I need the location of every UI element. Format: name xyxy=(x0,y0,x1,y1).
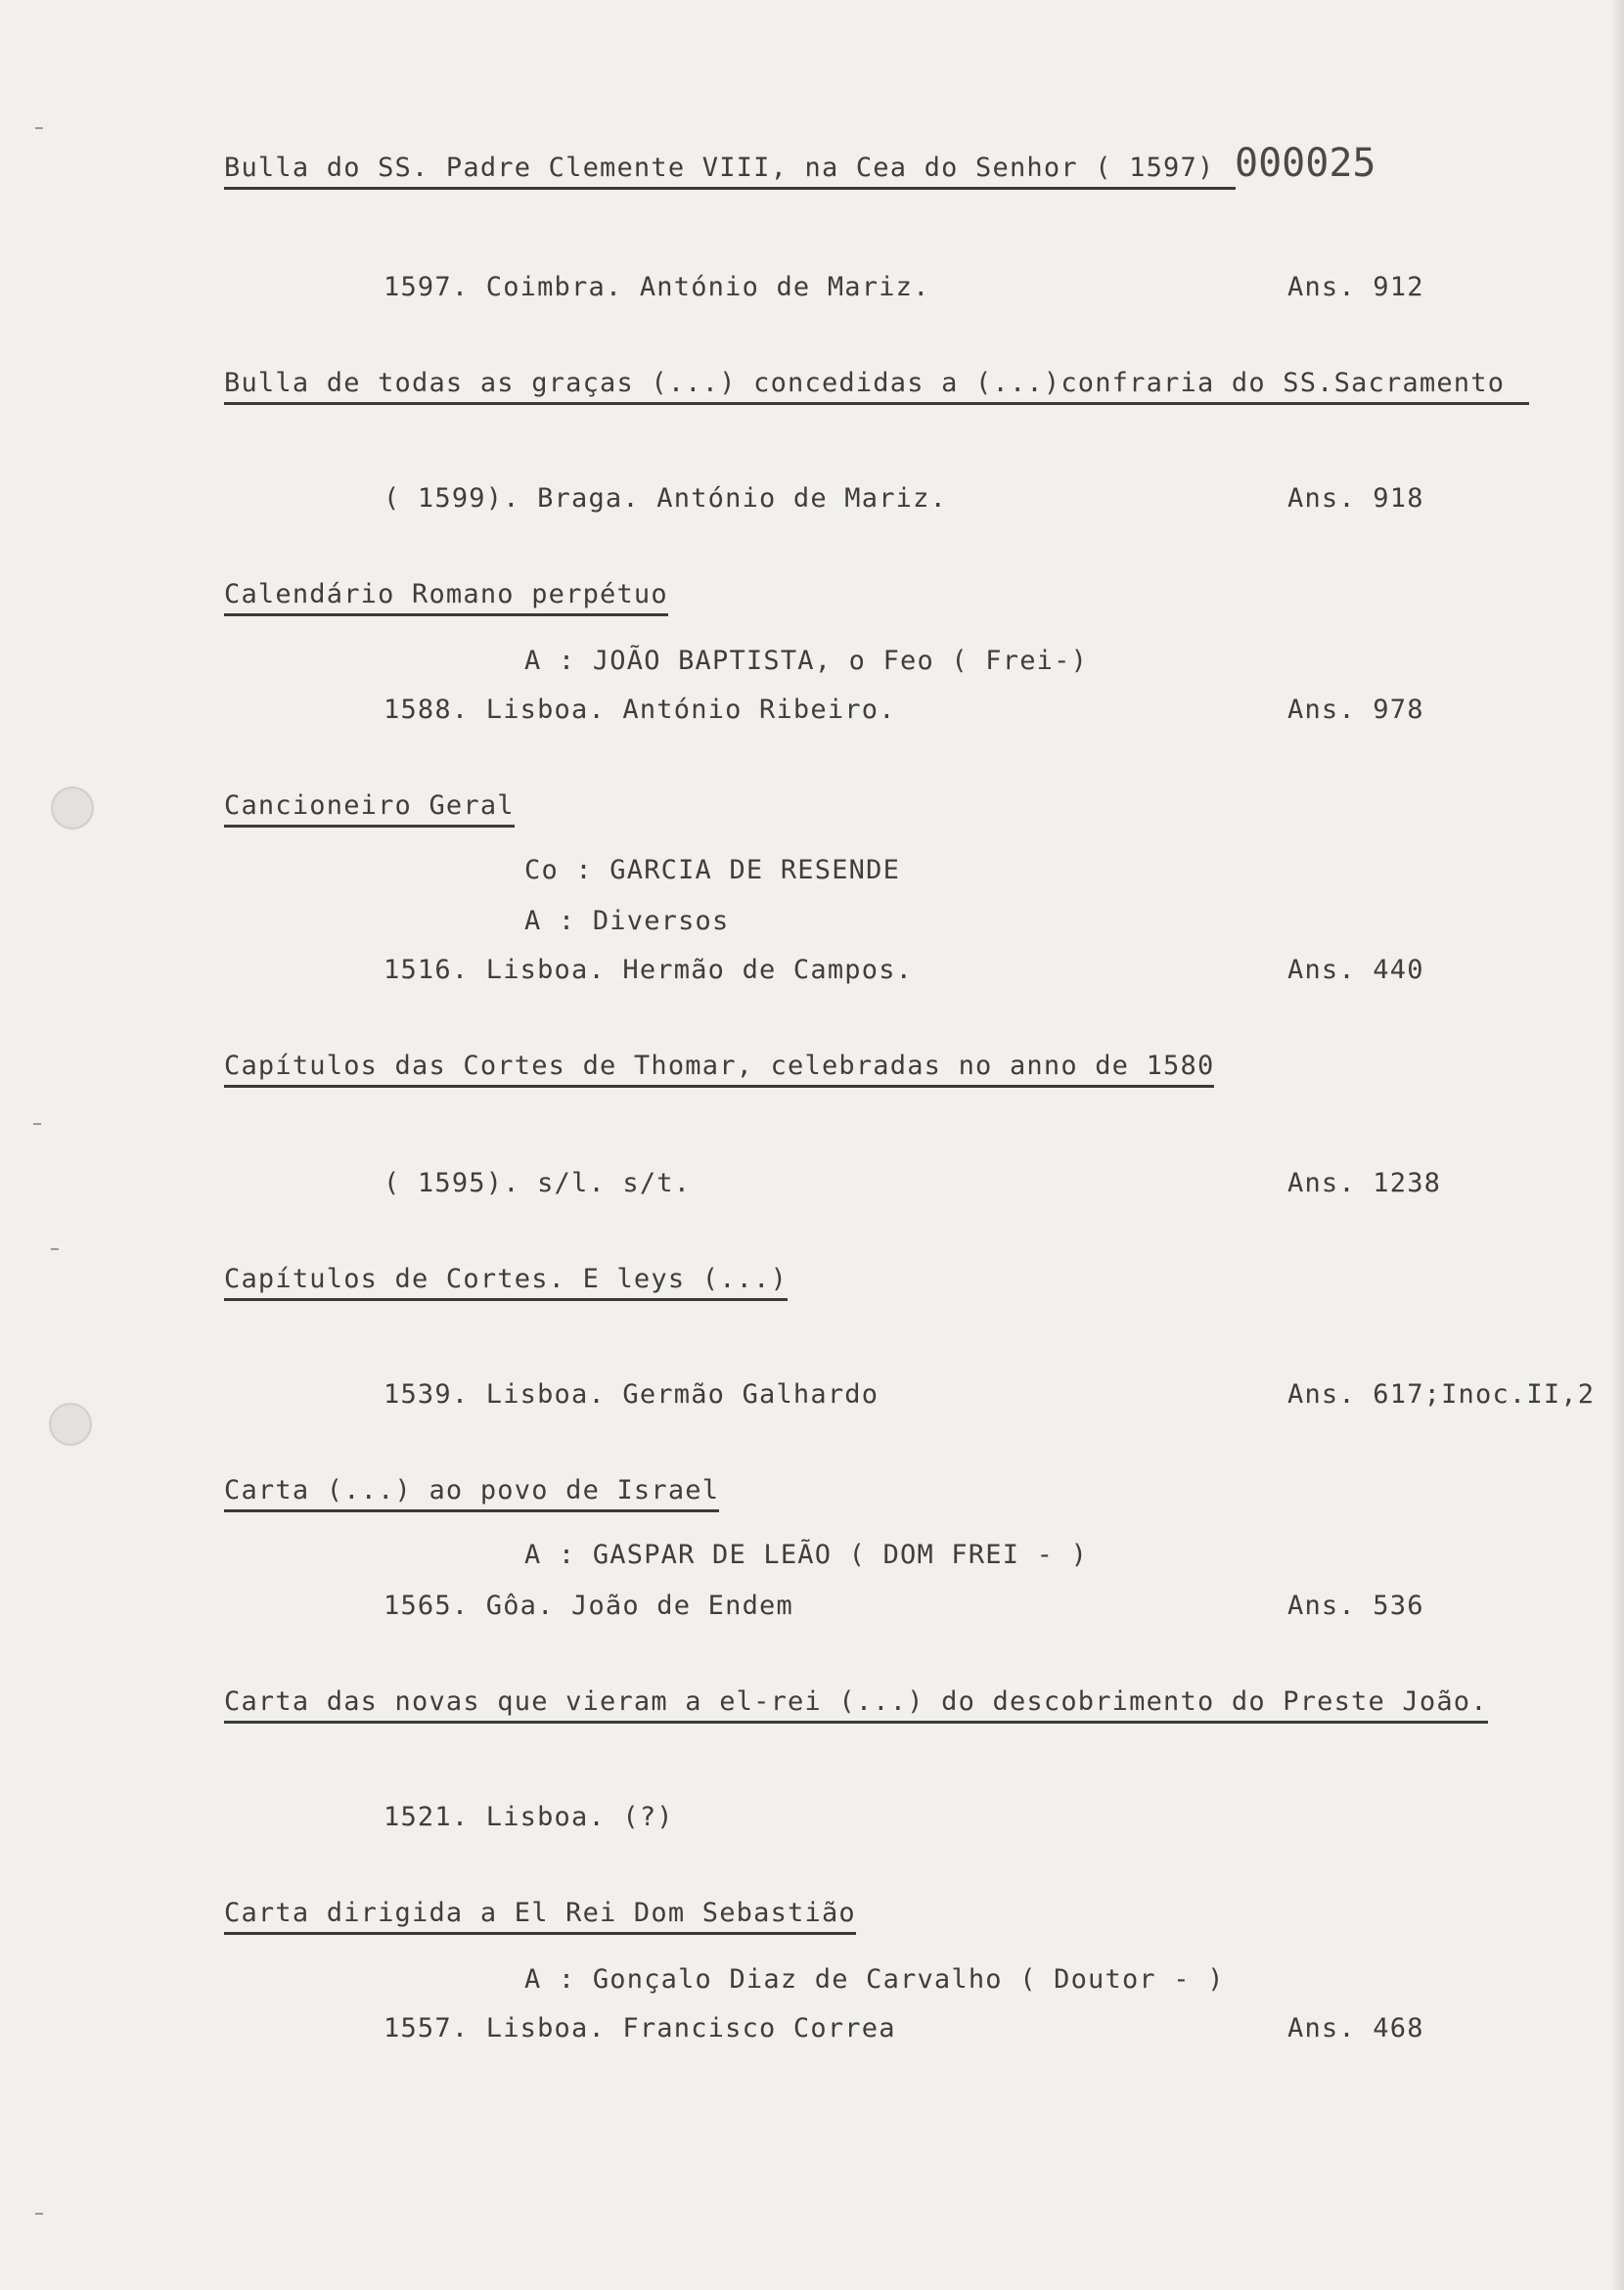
entry-imprint: 1539. Lisboa. Germão Galhardo xyxy=(383,1379,880,1410)
entry-imprint: 1516. Lisboa. Hermão de Campos. xyxy=(383,955,914,985)
entry-reference: Ans. 536 xyxy=(1287,1591,1424,1621)
entry-author: A : JOÃO BAPTISTA, o Feo ( Frei-) xyxy=(524,646,1089,676)
margin-mark xyxy=(35,2213,43,2215)
entry-author: A : Gonçalo Diaz de Carvalho ( Doutor - ) xyxy=(524,1964,1225,1995)
entry-reference: Ans. 912 xyxy=(1287,272,1424,302)
punch-hole-upper xyxy=(51,786,94,830)
entry-title: Bulla do SS. Padre Clemente VIII, na Cea do Senhor ( 1597) xyxy=(224,153,1236,190)
entry-author: Co : GARCIA DE RESENDE xyxy=(524,855,901,885)
entry-author: A : Diversos xyxy=(524,906,730,936)
entry-imprint: 1565. Gôa. João de Endem xyxy=(383,1591,793,1621)
entry-imprint: ( 1599). Braga. António de Mariz. xyxy=(383,483,948,514)
entry-title: Bulla de todas as graças (...) concedidas a (...)confraria do SS.Sacramento xyxy=(224,368,1529,405)
entry-title: Carta dirigida a El Rei Dom Sebastião xyxy=(224,1898,856,1935)
page-number-stamp: 000025 xyxy=(1235,141,1376,186)
entry-imprint: 1557. Lisboa. Francisco Correa xyxy=(383,2013,896,2043)
entry-author: A : GASPAR DE LEÃO ( DOM FREI - ) xyxy=(524,1540,1089,1570)
punch-hole-lower xyxy=(49,1403,92,1446)
entry-reference: Ans. 440 xyxy=(1287,955,1424,985)
entry-title: Capítulos de Cortes. E leys (...) xyxy=(224,1264,788,1301)
entry-reference: Ans. 918 xyxy=(1287,483,1424,514)
margin-mark xyxy=(33,1123,41,1125)
entry-reference: Ans. 468 xyxy=(1287,2013,1424,2043)
page-edge xyxy=(1610,0,1624,2290)
margin-mark xyxy=(35,127,43,129)
margin-mark xyxy=(51,1248,59,1250)
entry-reference: Ans. 978 xyxy=(1287,695,1424,725)
entry-reference: Ans. 1238 xyxy=(1287,1168,1442,1198)
entry-imprint: 1588. Lisboa. António Ribeiro. xyxy=(383,695,896,725)
entry-reference: Ans. 617;Inoc.II,2 xyxy=(1287,1379,1596,1410)
entry-imprint: 1521. Lisboa. (?) xyxy=(383,1802,674,1832)
entry-title: Carta das novas que vieram a el-rei (...) do descobrimento do Preste João. xyxy=(224,1686,1488,1724)
entry-title: Carta (...) ao povo de Israel xyxy=(224,1475,719,1512)
entry-title: Capítulos das Cortes de Thomar, celebradas no anno de 1580 xyxy=(224,1051,1214,1088)
entry-imprint: ( 1595). s/l. s/t. xyxy=(383,1168,692,1198)
entry-imprint: 1597. Coimbra. António de Mariz. xyxy=(383,272,930,302)
entry-title: Cancioneiro Geral xyxy=(224,790,515,828)
entry-title: Calendário Romano perpétuo xyxy=(224,579,668,616)
